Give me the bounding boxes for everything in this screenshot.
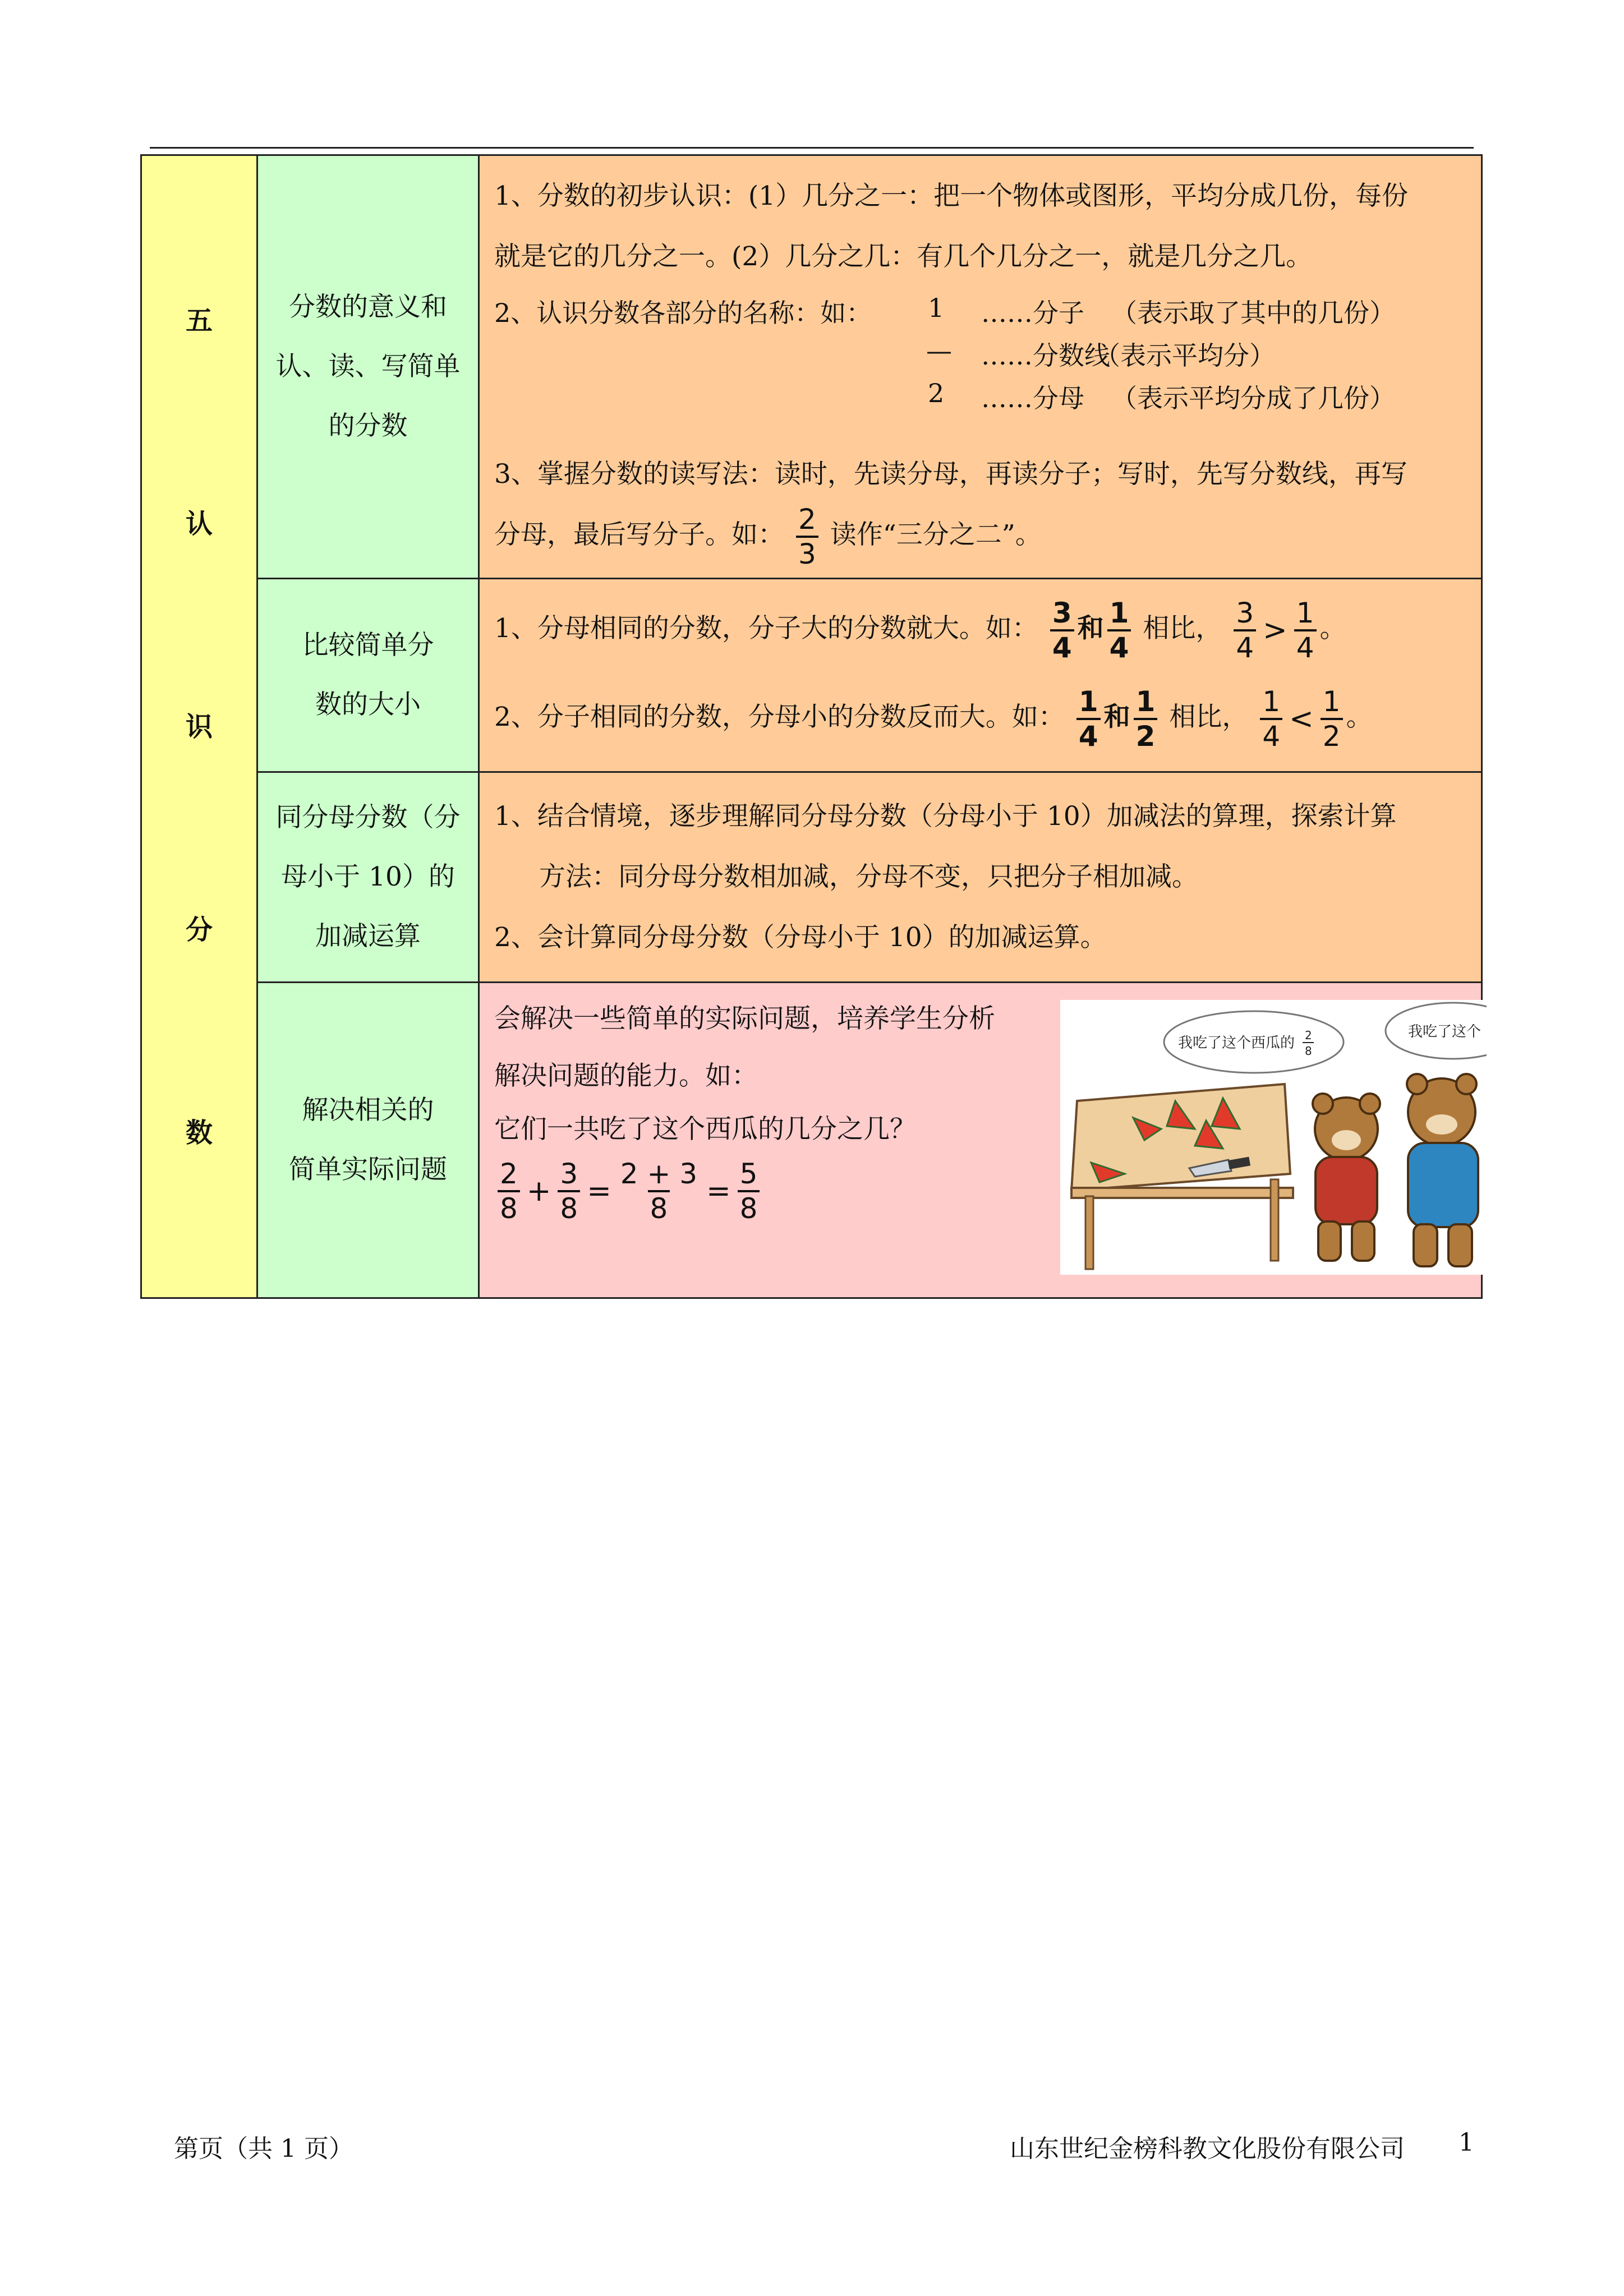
table-row: [141, 772, 1482, 983]
fraction: [618, 1160, 700, 1223]
fraction: [1076, 685, 1101, 753]
table-row: [141, 579, 1482, 772]
footer-left: 第页（共 1 页）: [174, 2134, 353, 2163]
part-explanation: （表示平均分）: [1094, 340, 1275, 371]
equals-sign: =: [706, 1174, 731, 1208]
content-text: 和: [1077, 613, 1104, 644]
plus-sign: +: [526, 1174, 551, 1208]
footer-page-number: 1: [1459, 2128, 1474, 2157]
unit-char: 分: [185, 914, 213, 946]
content-line: 会解决一些简单的实际问题，培养学生分析: [494, 1003, 995, 1034]
bar-sample: —: [926, 335, 952, 366]
fraction-numerator: 1: [1078, 685, 1098, 718]
watermelon-bears-illustration: [1060, 1000, 1487, 1275]
topic-line: 同分母分数（分: [275, 802, 461, 833]
fraction-numerator: 5: [739, 1158, 758, 1190]
content-cell: [479, 983, 1482, 1298]
topic-cell: [257, 579, 479, 772]
equals-sign: =: [587, 1174, 611, 1208]
unit-char: 数: [185, 1117, 213, 1149]
fraction: [796, 502, 818, 570]
content-text: 和: [1103, 702, 1130, 732]
table-row: [141, 155, 1482, 579]
fraction: [1134, 685, 1158, 753]
fraction-numerator: 3: [1052, 597, 1072, 629]
fraction-numerator: 1: [1296, 597, 1314, 629]
part-name: ……分数线: [981, 340, 1110, 371]
content-line: 3、掌握分数的读写法：读时，先读分母，再读分子；写时，先写分数线，再写: [494, 458, 1407, 490]
topic-line: 简单实际问题: [289, 1154, 447, 1185]
header-rule: [150, 147, 1474, 149]
table-row: [141, 983, 1482, 1298]
unit-char: 五: [185, 305, 213, 336]
content-text: 相比，: [1169, 702, 1249, 732]
bear-icon: [1313, 1094, 1380, 1261]
fraction-denominator: 4: [1234, 629, 1256, 662]
fraction: [1107, 599, 1131, 662]
fraction-numerator: 3: [560, 1158, 578, 1190]
fraction: [738, 1160, 760, 1223]
fraction-denominator: 4: [1260, 718, 1282, 750]
content-text: 读作“三分之二”。: [830, 519, 1042, 550]
content-line: 就是它的几分之一。(2）几分之几：有几个几分之一，就是几分之几。: [494, 241, 1313, 272]
fraction-numerator: 2: [500, 1158, 518, 1190]
fraction-denominator: 4: [1050, 629, 1074, 662]
content-cell: [479, 579, 1482, 772]
knowledge-table: [140, 154, 1483, 1299]
topic-line: 分数的意义和: [289, 292, 447, 322]
numerator-sample: 1: [928, 292, 945, 323]
content-text: 1、分母相同的分数，分子大的分数就大。如：: [494, 613, 1038, 644]
topic-cell: [257, 772, 479, 983]
fraction-denominator: 8: [558, 1190, 580, 1223]
content-cell: [479, 155, 1482, 579]
content-line: [494, 672, 1466, 764]
fraction-numerator: 1: [1262, 685, 1281, 718]
fraction-numerator: 1: [1109, 597, 1129, 629]
content-text: 相比，: [1143, 613, 1222, 644]
topic-line: 加减运算: [315, 921, 421, 952]
fraction-denominator: 8: [648, 1190, 670, 1223]
topic-cell: [257, 155, 479, 579]
unit-char: 识: [185, 711, 213, 743]
content-text: 。: [1319, 613, 1346, 644]
content-line: 它们一共吃了这个西瓜的几分之几？: [494, 1114, 916, 1145]
fraction: [558, 1160, 580, 1223]
content-text: 2、分子相同的分数，分母小的分数反而大。如：: [494, 702, 1065, 732]
bubble-fraction-numerator: 2: [1305, 1029, 1312, 1042]
fraction: [498, 1160, 520, 1223]
topic-line: 认、读、写简单: [275, 351, 461, 382]
unit-char: 认: [185, 508, 213, 540]
bear-icon: [1407, 1074, 1478, 1266]
fraction-numerator: 2: [798, 502, 816, 536]
topic-line: 解决相关的: [302, 1095, 434, 1126]
content-cell: [479, 772, 1482, 983]
content-text: 。: [1346, 702, 1373, 732]
fraction-denominator: 8: [498, 1190, 520, 1223]
content-text: 分母，最后写分子。如：: [494, 519, 784, 550]
topic-line: 比较简单分: [302, 630, 434, 661]
topic-cell: [257, 983, 479, 1298]
topic-line: 数的大小: [315, 689, 421, 720]
topic-line: 母小于 10）的: [281, 861, 455, 892]
content-line: [494, 587, 1466, 672]
fraction: [1294, 599, 1317, 662]
fraction-parts-example: [494, 287, 1466, 422]
content-line: 解决问题的能力。如：: [494, 1061, 758, 1091]
denominator-sample: 2: [928, 377, 945, 408]
bubble-text: 我吃了这个西瓜的: [1178, 1035, 1295, 1052]
fraction-numerator: 1: [1135, 685, 1156, 718]
comparison-sign: >: [1263, 614, 1287, 647]
fraction: [1321, 685, 1343, 753]
fraction-denominator: 4: [1294, 629, 1317, 662]
content-line: 1、分数的初步认识：(1）几分之一：把一个物体或图形，平均分成几份，每份: [494, 180, 1409, 211]
fraction-numerator: 2 + 3: [620, 1158, 698, 1190]
footer-company: 山东世纪金榜科教文化股份有限公司: [1010, 2134, 1405, 2163]
content-line: 2、认识分数各部分的名称：如：: [494, 297, 872, 328]
topic-line: 的分数: [328, 411, 408, 441]
content-line: 2、会计算同分母分数（分母小于 10）的加减运算。: [494, 922, 1107, 953]
content-line: 方法：同分母分数相加减，分母不变，只把分子相加减。: [539, 861, 1198, 892]
part-name: ……分子: [981, 297, 1084, 328]
fraction-numerator: 3: [1236, 597, 1254, 629]
bubble-text: 我吃了这个: [1408, 1023, 1482, 1040]
fraction-numerator: 1: [1322, 685, 1341, 718]
content-line: [494, 502, 1466, 570]
part-explanation: （表示取了其中的几份）: [1111, 297, 1395, 328]
comparison-sign: <: [1289, 702, 1314, 736]
part-explanation: （表示平均分成了几份）: [1111, 382, 1395, 413]
fraction: [1050, 599, 1074, 662]
fraction-denominator: 4: [1107, 629, 1131, 662]
part-name: ……分母: [981, 382, 1084, 413]
fraction: [1260, 685, 1282, 753]
fraction-denominator: 4: [1076, 718, 1101, 750]
fraction-denominator: 2: [1321, 718, 1343, 750]
content-line: 1、结合情境，逐步理解同分母分数（分母小于 10）加减法的算理，探索计算: [494, 801, 1397, 832]
unit-cell: [141, 155, 257, 1298]
fraction-denominator: 2: [1134, 718, 1158, 750]
bubble-fraction-denominator: 8: [1305, 1044, 1312, 1058]
fraction: [1234, 599, 1256, 662]
fraction-denominator: 3: [796, 536, 818, 568]
fraction-denominator: 8: [738, 1190, 760, 1223]
illustration-drawing: [1060, 1000, 1487, 1275]
